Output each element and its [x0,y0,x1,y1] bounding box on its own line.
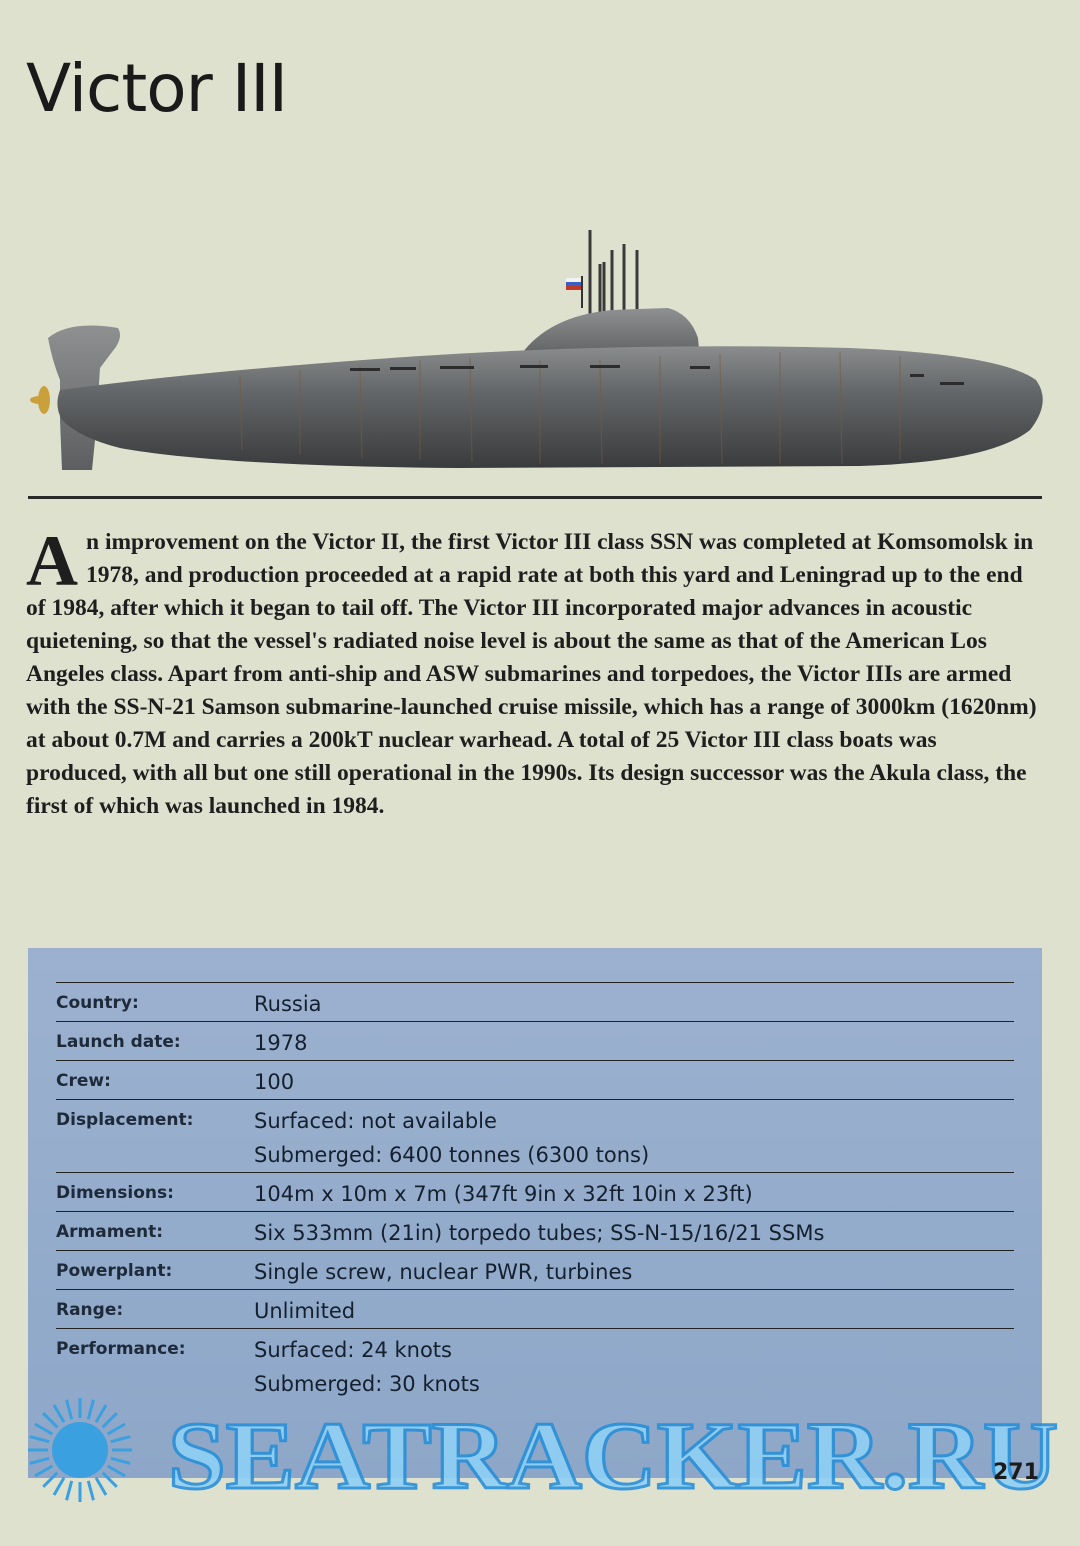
spec-label: Performance: [56,1339,186,1359]
page-title: Victor III [26,50,288,127]
page-number: 271 [993,1460,1039,1485]
specs-table [56,982,1014,1401]
spec-value: 104m x 10m x 7m (347ft 9in x 32ft 10in x 23ft) [254,1182,753,1206]
spec-label: Powerplant: [56,1261,173,1281]
spec-values [254,1100,1014,1172]
spec-values [254,1212,1014,1250]
spec-value: Russia [254,992,322,1016]
spec-value: Six 533mm (21in) torpedo tubes; SS-N-15/16/21 SSMs [254,1221,825,1245]
spec-value: Surfaced: not available [254,1109,497,1133]
flag-icon [566,276,582,308]
watermark [0,1388,1080,1508]
spec-value: Surfaced: 24 knots [254,1338,452,1362]
submarine-illustration [0,220,1080,480]
spec-values [254,1290,1014,1328]
spec-row [56,1172,1014,1211]
spec-label: Dimensions: [56,1183,174,1203]
spec-value: Unlimited [254,1299,356,1323]
spec-label: Range: [56,1300,124,1320]
spec-value: Submerged: 30 knots [254,1372,480,1396]
spec-value: Submerged: 6400 tonnes (6300 tons) [254,1143,650,1167]
spec-label: Displacement: [56,1110,194,1130]
drop-cap: A [26,521,78,601]
hull [57,346,1042,468]
spec-values [254,1251,1014,1289]
spec-label: Armament: [56,1222,163,1242]
spec-values [254,1061,1014,1099]
spec-label: Country: [56,993,139,1013]
spec-value: Single screw, nuclear PWR, turbines [254,1260,633,1284]
spec-values [254,1173,1014,1211]
section-divider [28,496,1042,499]
spec-label: Crew: [56,1071,111,1091]
spec-row [56,1211,1014,1250]
spec-values [254,1022,1014,1060]
spec-row [56,982,1014,1021]
mast-group [590,230,637,315]
spec-row [56,1250,1014,1289]
sun-logo-icon [28,1398,132,1502]
watermark-text: SEATRACKER.RU [168,1402,1058,1508]
spec-label: Launch date: [56,1032,181,1052]
spec-row [56,1289,1014,1328]
spec-row [56,1021,1014,1060]
propeller-icon [30,386,50,414]
article-body [26,521,1041,823]
spec-values [254,983,1014,1021]
spec-value: 100 [254,1070,295,1094]
article-text: n improvement on the Victor II, the first Victor III class SSN was completed at Komsomolsk in 1978, and production proceeded at a rapid rate at both this yard and Leningrad up to the end of 1984, after which it began to tail off. The Victor III incorporated major advances in acoustic quietening, so that the vessel's radiated noise level is about the same as that of the American Los Angeles class. Apart from anti-ship and ASW submarines and torpedoes, the Victor IIIs are armed with the SS-N-21 Samson submarine-launched cruise missile, which has a range of 3000km (1620nm) at about 0.7M and carries a 200kT nuclear warhead. A total of 25 Victor III class boats was produced, with all but one still operational in the 1990s. Its design successor was the Akula class, the first of which was launched in 1984. [26,529,1037,819]
spec-row [56,1060,1014,1099]
spec-row [56,1099,1014,1172]
spec-value: 1978 [254,1031,308,1055]
